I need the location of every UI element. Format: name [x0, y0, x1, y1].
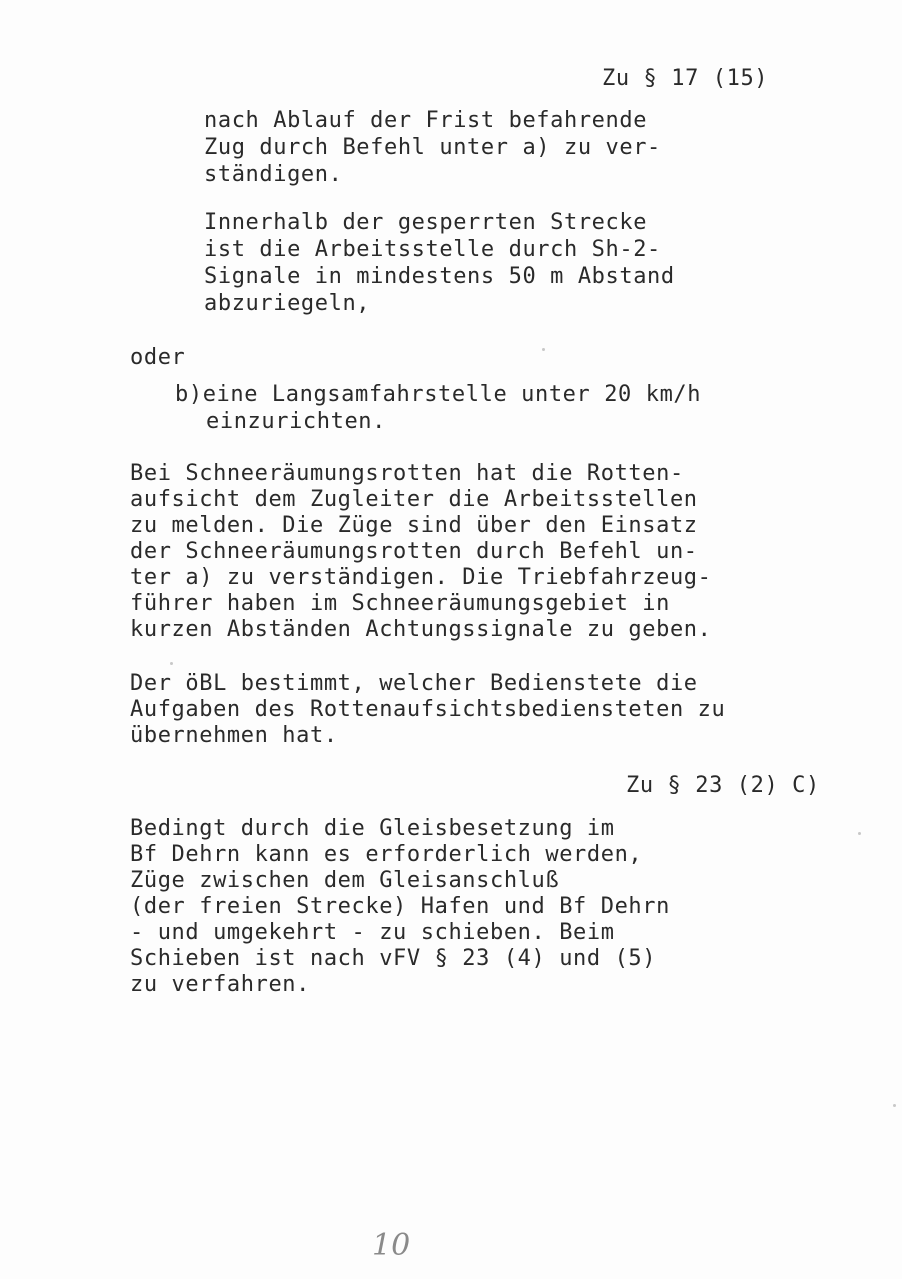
paragraph-line: - und umgekehrt - zu schieben. Beim [130, 920, 615, 945]
conjunction-oder: oder [130, 345, 186, 370]
paragraph-line: ter a) zu verständigen. Die Triebfahrzeug- [130, 565, 712, 590]
paragraph-line: übernehmen hat. [130, 723, 338, 748]
paragraph-line: ständigen. [204, 162, 343, 187]
list-item-b: b)eine Langsamfahrstelle unter 20 km/h [175, 382, 702, 407]
paragraph-line: führer haben im Schneeräumungsgebiet in [130, 591, 670, 616]
scan-speck [858, 832, 861, 835]
paragraph-line: aufsicht dem Zugleiter die Arbeitsstellen [130, 487, 698, 512]
paragraph-line: der Schneeräumungsrotten durch Befehl un- [130, 539, 698, 564]
list-item-b: einzurichten. [206, 409, 386, 434]
section-heading-17: Zu § 17 (15) [602, 66, 769, 91]
paragraph-line: zu verfahren. [130, 972, 310, 997]
paragraph-line: Signale in mindestens 50 m Abstand [204, 264, 675, 289]
paragraph-line: Bf Dehrn kann es erforderlich werden, [130, 842, 643, 867]
paragraph-line: zu melden. Die Züge sind über den Einsatz [130, 513, 698, 538]
paragraph-line: Bedingt durch die Gleisbesetzung im [130, 816, 615, 841]
paragraph-line: abzuriegeln, [204, 291, 371, 316]
paragraph-line: Aufgaben des Rottenaufsichtsbediensteten zu [130, 697, 726, 722]
paragraph-line: Der öBL bestimmt, welcher Bedienstete die [130, 671, 698, 696]
scan-speck [170, 662, 173, 665]
section-heading-23: Zu § 23 (2) C) [626, 773, 820, 798]
paragraph-line: Züge zwischen dem Gleisanschluß [130, 868, 560, 893]
scan-speck [893, 1104, 896, 1107]
paragraph-line: ist die Arbeitsstelle durch Sh-2- [204, 237, 661, 262]
scan-speck [542, 348, 545, 351]
paragraph-line: (der freien Strecke) Hafen und Bf Dehrn [130, 894, 670, 919]
paragraph-line: Bei Schneeräumungsrotten hat die Rotten- [130, 461, 684, 486]
paragraph-line: kurzen Abständen Achtungssignale zu geben. [130, 617, 712, 642]
paragraph-line: Schieben ist nach vFV § 23 (4) und (5) [130, 946, 657, 971]
paragraph-line: Zug durch Befehl unter a) zu ver- [204, 135, 661, 160]
paragraph-line: nach Ablauf der Frist befahrende [204, 108, 648, 133]
handwritten-page-number: 10 [372, 1228, 411, 1263]
paragraph-line: Innerhalb der gesperrten Strecke [204, 210, 648, 235]
